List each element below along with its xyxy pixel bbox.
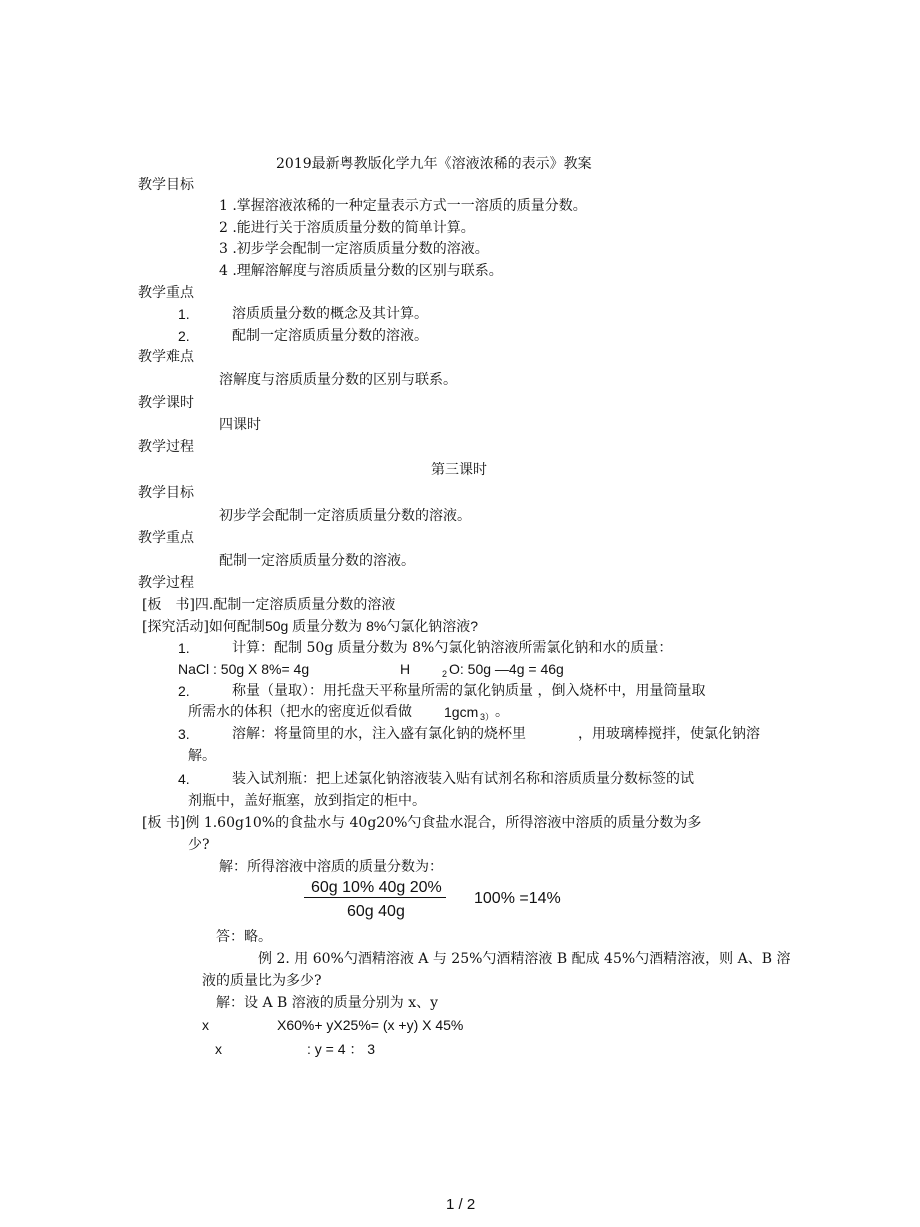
fraction-bar	[304, 896, 446, 898]
goal-item-1: 1 .掌握溶液浓稀的一种定量表示方式一一溶质的质量分数。	[219, 198, 587, 214]
key-text-2: 配制一定溶质质量分数的溶液。	[232, 328, 428, 344]
page-number: 1 / 2	[446, 1196, 476, 1213]
key-num-1: 1.	[178, 306, 190, 322]
hours-text: 四课时	[219, 417, 261, 433]
step-3-text: 溶解：将量筒里的水，注入盛有氯化钠的烧杯里	[232, 726, 526, 742]
step-1-text: 计算：配制 50g 质量分数为 8%勺氯化钠溶液所需氯化钠和水的质量：	[232, 640, 673, 656]
h-subscript: 2	[442, 669, 448, 679]
board-note-2-cont: 少?	[188, 837, 210, 853]
step-3-cont: 解。	[188, 748, 216, 764]
solution-1-label: 解：所得溶液中溶质的质量分数为：	[219, 859, 443, 875]
h-label: H	[400, 661, 411, 677]
solution-2-label: 解：设 A B 溶液的质量分别为 x、y	[216, 995, 439, 1011]
heading-process: 教学过程	[138, 439, 194, 455]
step-4-cont: 剂瓶中，盖好瓶塞，放到指定的柜中。	[188, 793, 426, 809]
activity-mid: 50g 质量分数为 8%勺氯化钠溶液?	[264, 618, 479, 634]
lesson3-goal-text: 初步学会配制一定溶质质量分数的溶液。	[219, 508, 471, 524]
step-4-num: 4.	[178, 771, 190, 787]
example-2-line-1: 例 2. 用 60%勺酒精溶液 A 与 25%勺酒精溶液 B 配成 45%勺酒精溶液，则 A、B 溶	[258, 951, 791, 967]
solution-1-result: 100% =14%	[474, 890, 561, 907]
heading-hours: 教学课时	[138, 395, 194, 411]
key-text-1: 溶质质量分数的概念及其计算。	[232, 306, 428, 322]
difficulty-text: 溶解度与溶质质量分数的区别与联系。	[219, 372, 457, 388]
key-num-2: 2.	[178, 328, 190, 344]
h2o-calc: O: 50g —4g = 46g	[449, 661, 564, 677]
goal-item-4: 4 .理解溶解度与溶质质量分数的区别与联系。	[219, 263, 503, 279]
lesson3-heading: 第三课时	[431, 462, 487, 478]
example-2-line-2: 液的质量比为多少?	[202, 973, 322, 989]
lesson3-heading-key: 教学重点	[138, 530, 194, 546]
goal-item-3: 3 .初步学会配制一定溶质质量分数的溶液。	[219, 241, 489, 257]
heading-goals: 教学目标	[138, 177, 194, 193]
step-1-num: 1.	[178, 640, 190, 656]
board-note-2: [板 书]例 1.60g10%的食盐水与 40g20%勺食盐水混合，所得溶液中溶质的质量分数为多	[142, 815, 702, 831]
page-title: 2019最新粤教版化学九年《溶液浓稀的表示》教案	[276, 156, 592, 172]
step-4-text: 装入试剂瓶：把上述氯化钠溶液装入贴有试剂名称和溶质质量分数标签的试	[232, 771, 694, 787]
activity-line	[142, 617, 478, 636]
ratio-rest: : y = 4 ： 3	[307, 1041, 376, 1057]
nacl-calc: NaCl : 50g X 8%= 4g	[178, 661, 310, 677]
heading-key: 教学重点	[138, 285, 194, 301]
activity-prefix: [探究活动]如何配制	[142, 619, 265, 635]
step-2-text: 称量（量取）：用托盘天平称量所需的氯化钠质量 ，倒入烧杯中，用量筒量取	[232, 683, 706, 699]
step-3-num: 3.	[178, 726, 190, 742]
equation-rest: X60%+ yX25%= (x +y) X 45%	[277, 1017, 464, 1033]
ratio-x: x	[215, 1041, 222, 1057]
step-2-cont: 所需水的体积（把水的密度近似看做	[188, 704, 412, 720]
heading-difficulty: 教学难点	[138, 349, 194, 365]
step-2-num: 2.	[178, 683, 190, 699]
step-3-text-2: ，用玻璃棒搅拌，使氯化钠溶	[578, 726, 760, 742]
density-subscript: 3）	[480, 712, 495, 722]
density-end: 。	[495, 704, 509, 720]
lesson3-key-text: 配制一定溶质质量分数的溶液。	[219, 553, 415, 569]
lesson3-heading-goals: 教学目标	[138, 485, 194, 501]
equation-x: x	[202, 1017, 209, 1033]
density-value: 1gcm	[444, 704, 479, 720]
fraction-denominator: 60g 40g	[347, 903, 405, 920]
answer-text: 答：略。	[216, 929, 272, 945]
goal-item-2: 2 .能进行关于溶质质量分数的简单计算。	[219, 220, 475, 236]
board-note-1: [板 书]四.配制一定溶质质量分数的溶液	[142, 597, 396, 613]
lesson3-heading-process: 教学过程	[138, 575, 194, 591]
fraction-numerator: 60g 10% 40g 20%	[311, 879, 442, 896]
